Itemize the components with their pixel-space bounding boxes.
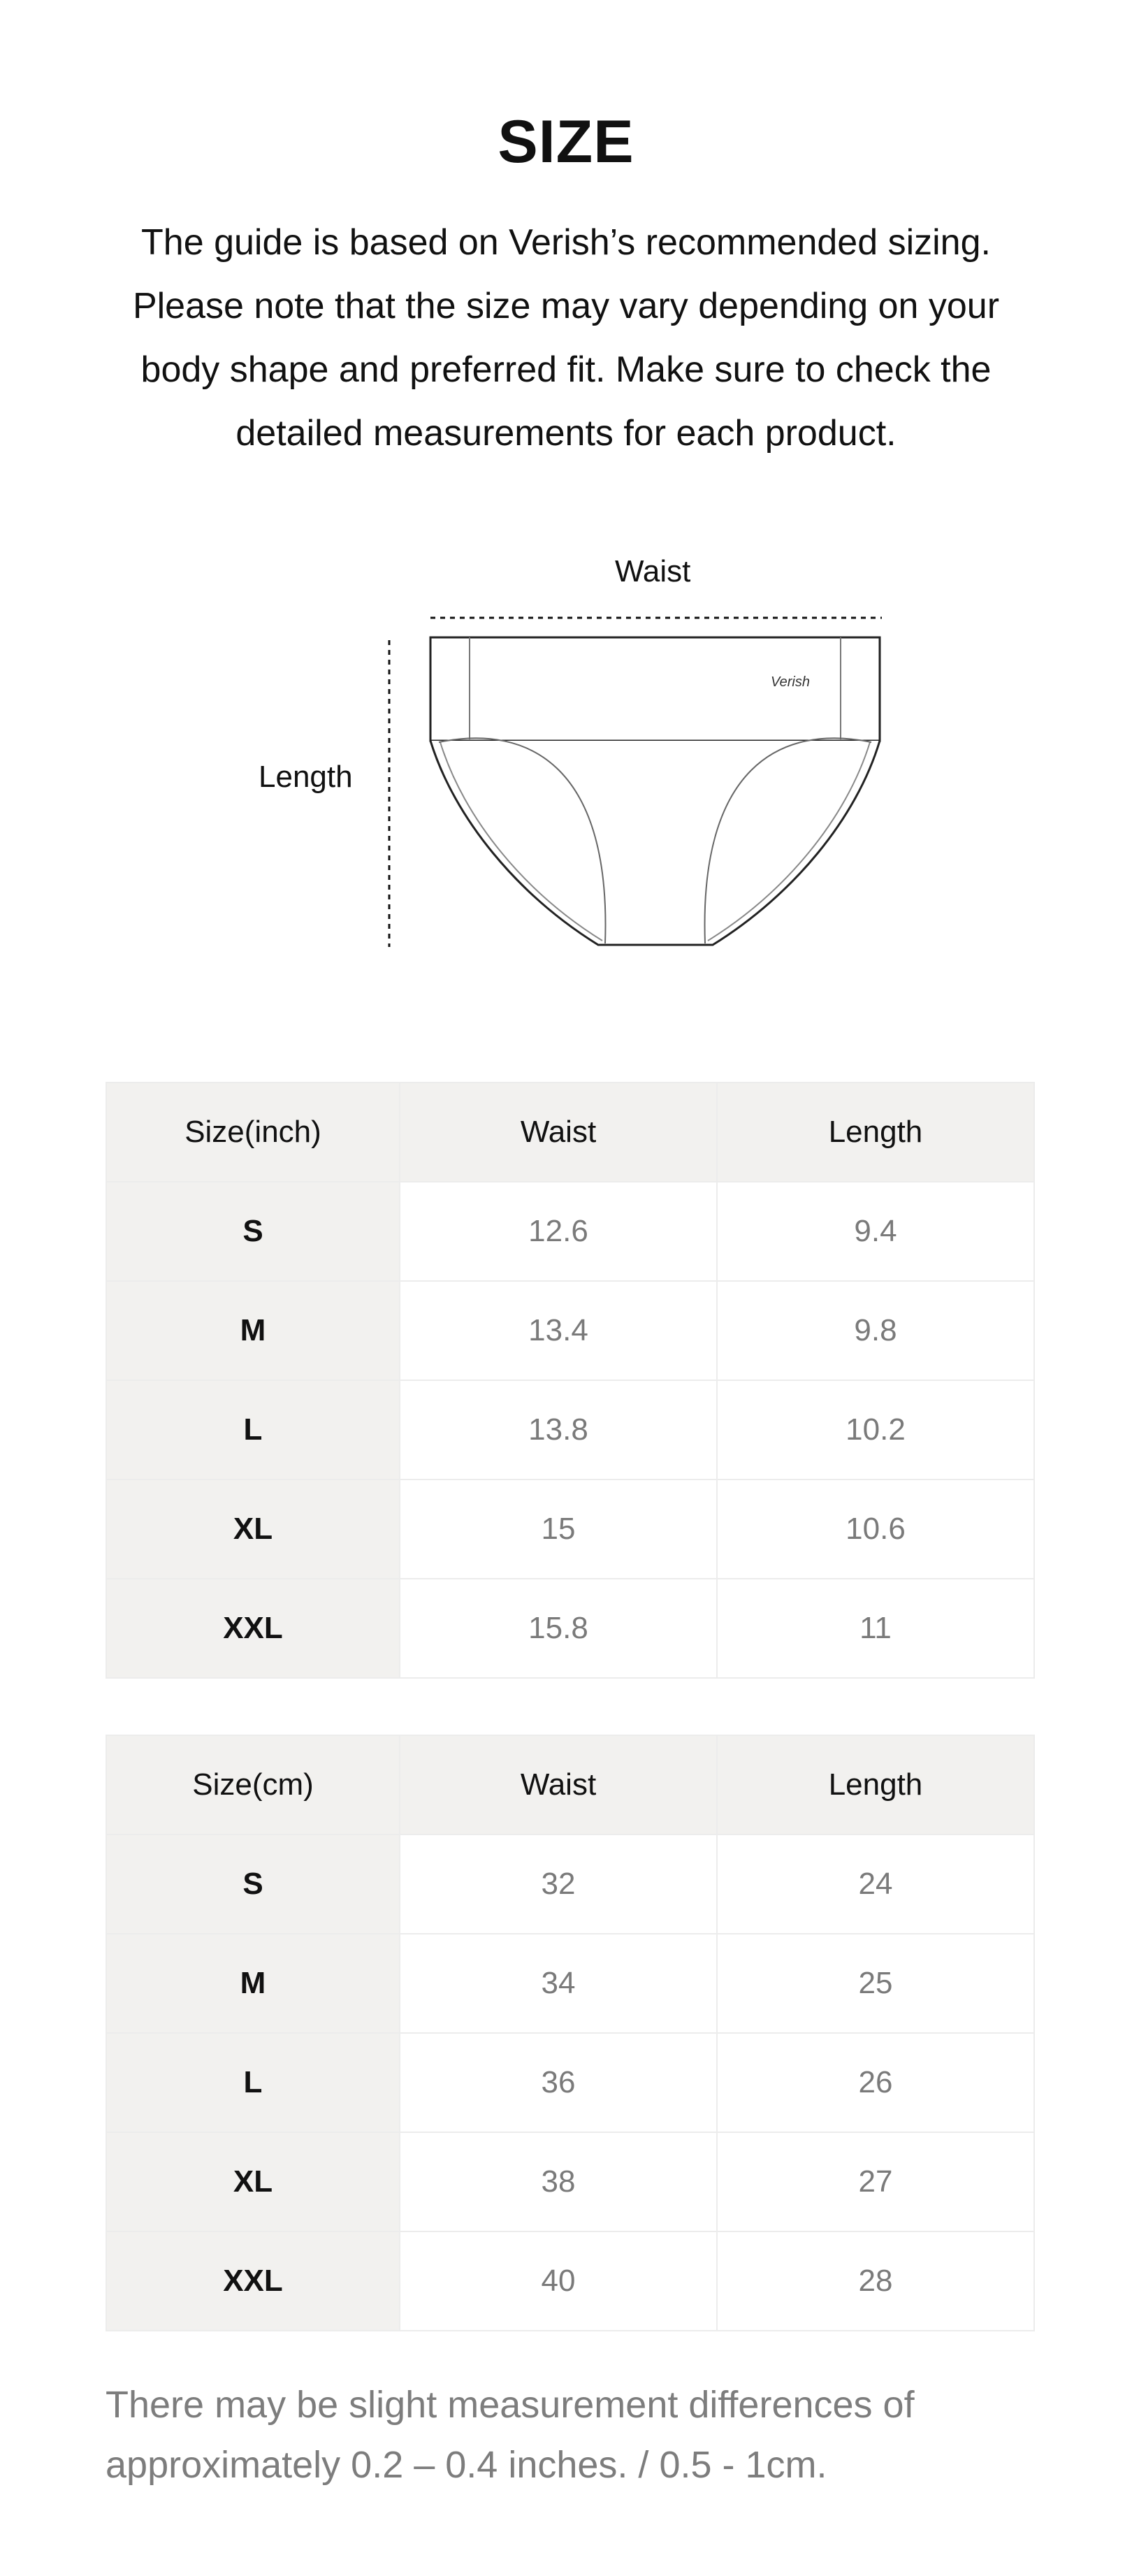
table-row xyxy=(106,2132,1034,2231)
length-cell: 10.6 xyxy=(717,1479,1034,1579)
length-cell: 28 xyxy=(717,2231,1034,2331)
table-row xyxy=(106,2033,1034,2132)
waist-cell: 38 xyxy=(400,2132,717,2231)
size-cell: M xyxy=(106,1934,400,2033)
length-cell: 24 xyxy=(717,1835,1034,1934)
table-row xyxy=(106,1380,1034,1479)
header-size: Size(cm) xyxy=(106,1735,400,1835)
briefs-body-outline xyxy=(430,741,880,945)
table-row xyxy=(106,1281,1034,1380)
waist-cell: 13.8 xyxy=(400,1380,717,1479)
waist-label: Waist xyxy=(615,554,691,588)
table-row xyxy=(106,1182,1034,1281)
table-row xyxy=(106,1579,1034,1678)
table-row xyxy=(106,1835,1034,1934)
table-row xyxy=(106,1479,1034,1579)
measurement-note: There may be slight measurement differences of approximately 0.2 – 0.4 inches. / 0.5 - 1cm. xyxy=(106,2384,915,2486)
waist-cell: 13.4 xyxy=(400,1281,717,1380)
length-label: Length xyxy=(259,760,353,794)
table-header-row xyxy=(106,1083,1034,1182)
briefs-illustration xyxy=(0,545,1132,964)
size-cell: M xyxy=(106,1281,400,1380)
header-waist: Waist xyxy=(400,1083,717,1182)
table-header-row xyxy=(106,1735,1034,1835)
page-title: SIZE xyxy=(498,108,634,175)
header-waist: Waist xyxy=(400,1735,717,1835)
length-cell: 11 xyxy=(717,1579,1034,1678)
header-length: Length xyxy=(717,1083,1034,1182)
waist-cell: 32 xyxy=(400,1835,717,1934)
header-length: Length xyxy=(717,1735,1034,1835)
size-cell: S xyxy=(106,1835,400,1934)
waist-cell: 15 xyxy=(400,1479,717,1579)
size-table-cm xyxy=(106,1735,1035,2331)
brand-logo: Verish xyxy=(771,674,810,690)
size-cell: L xyxy=(106,2033,400,2132)
size-cell: S xyxy=(106,1182,400,1281)
size-table-inch xyxy=(106,1082,1035,1679)
size-diagram xyxy=(0,545,1132,964)
waist-cell: 15.8 xyxy=(400,1579,717,1678)
length-cell: 26 xyxy=(717,2033,1034,2132)
table-row xyxy=(106,2231,1034,2331)
waist-cell: 36 xyxy=(400,2033,717,2132)
waist-cell: 12.6 xyxy=(400,1182,717,1281)
header-size: Size(inch) xyxy=(106,1083,400,1182)
intro-text: The guide is based on Verish’s recommended sizing. Please note that the size may vary depending on your body shape and preferred fit. Make sure to check the detailed measurements for each product. xyxy=(132,222,1000,454)
size-cell: XL xyxy=(106,1479,400,1579)
size-cell: XL xyxy=(106,2132,400,2231)
waist-cell: 34 xyxy=(400,1934,717,2033)
waistband-shape xyxy=(430,637,880,741)
table-row xyxy=(106,1934,1034,2033)
length-cell: 27 xyxy=(717,2132,1034,2231)
size-cell: XXL xyxy=(106,1579,400,1678)
length-cell: 9.4 xyxy=(717,1182,1034,1281)
size-cell: L xyxy=(106,1380,400,1479)
length-cell: 10.2 xyxy=(717,1380,1034,1479)
length-cell: 25 xyxy=(717,1934,1034,2033)
waist-cell: 40 xyxy=(400,2231,717,2331)
size-cell: XXL xyxy=(106,2231,400,2331)
length-cell: 9.8 xyxy=(717,1281,1034,1380)
